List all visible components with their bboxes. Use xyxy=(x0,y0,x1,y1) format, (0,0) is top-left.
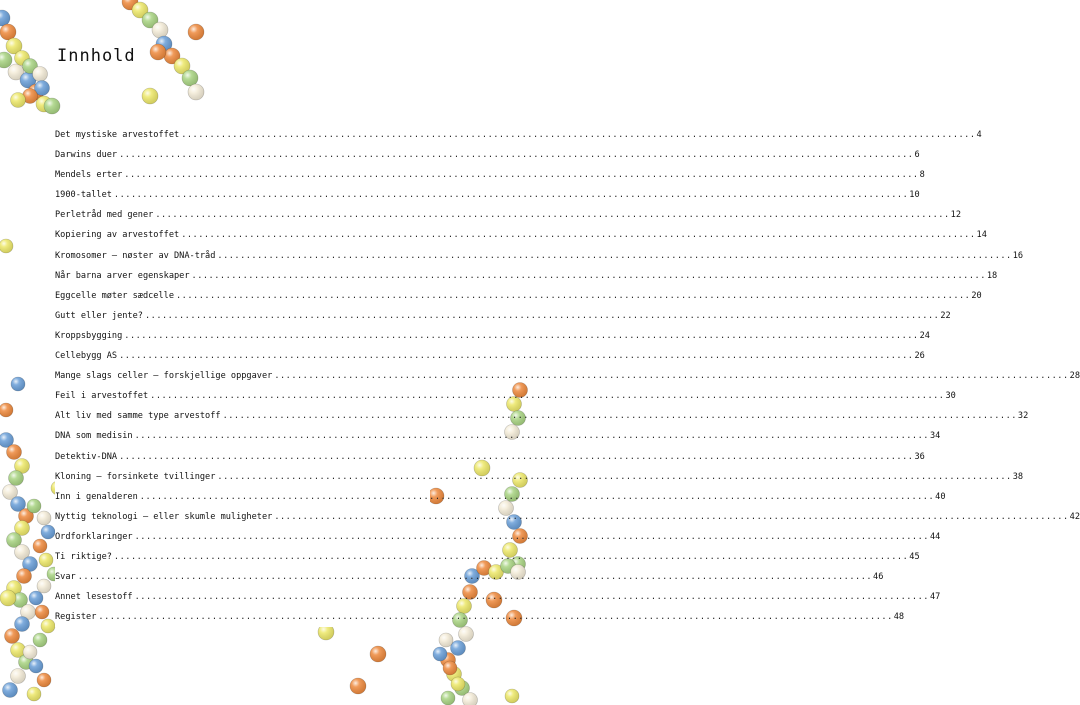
toc-entry xyxy=(55,266,998,286)
dot-leader: ............................................................................................................................................ xyxy=(124,170,919,181)
toc-entry-title: Nyttig teknologi – eller skumle muligheter xyxy=(55,507,274,527)
bead xyxy=(443,661,457,675)
bead xyxy=(33,67,48,82)
toc-entry-title: 1900-tallet xyxy=(55,185,114,205)
page-title: Innhold xyxy=(57,46,136,66)
toc-entry-page-number: 48 xyxy=(893,612,905,623)
dot-leader: ............................................................................................................................................ xyxy=(144,310,940,321)
toc-entry-page-number: 44 xyxy=(929,531,941,542)
bead xyxy=(0,403,13,417)
bead xyxy=(459,627,474,642)
dot-leader: ............................................................................................................................................ xyxy=(119,351,914,362)
bead xyxy=(0,590,16,606)
dot-leader: ............................................................................................................................................ xyxy=(134,531,929,542)
toc-entry-title: Ti riktige? xyxy=(55,547,114,567)
dot-leader: ............................................................................................................................................ xyxy=(113,551,909,562)
toc-entry-title: Feil i arvestoffet xyxy=(55,386,150,406)
bead xyxy=(11,377,25,391)
dot-leader: ............................................................................................................................................ xyxy=(98,612,893,623)
dot-leader: ............................................................................................................................................ xyxy=(119,150,914,161)
toc-entry-page-number: 30 xyxy=(945,391,956,402)
dot-leader: ............................................................................................................................................ xyxy=(139,491,935,502)
toc-entry-page-number: 24 xyxy=(919,330,930,341)
dot-leader: ............................................................................................................................................ xyxy=(217,471,1012,482)
toc-entry-page-number: 46 xyxy=(873,572,884,583)
bead xyxy=(152,22,168,38)
bead xyxy=(0,52,12,68)
toc-entry xyxy=(55,225,987,245)
toc-entry-title: Annet lesestoff xyxy=(55,587,135,607)
bead xyxy=(0,24,16,40)
toc-entry-page-number: 10 xyxy=(909,190,920,201)
bead xyxy=(35,605,49,619)
toc-entry-title: Perletråd med gener xyxy=(55,205,155,225)
bead xyxy=(29,591,43,605)
bead xyxy=(37,673,51,687)
toc-entry-title: Ordforklaringer xyxy=(55,527,135,547)
bead xyxy=(27,687,41,701)
toc-entry-title: Kopiering av arvestoffet xyxy=(55,225,181,245)
bead xyxy=(188,84,204,100)
dot-leader: ............................................................................................................................................ xyxy=(113,190,909,201)
toc-entry-title: Kromosomer – nøster av DNA-tråd xyxy=(55,246,217,266)
toc-entry-page-number: 14 xyxy=(976,230,987,241)
bead xyxy=(463,693,478,705)
dot-leader: ............................................................................................................................................ xyxy=(155,210,950,221)
bead xyxy=(3,683,18,698)
toc-entry-page-number: 12 xyxy=(950,210,962,221)
toc-entry-page-number: 28 xyxy=(1069,371,1080,382)
bead xyxy=(433,647,447,661)
bead xyxy=(37,511,51,525)
toc-entry-title: Det mystiske arvestoffet xyxy=(55,125,181,145)
toc-entry xyxy=(55,205,962,225)
toc-entry-page-number: 36 xyxy=(914,451,925,462)
toc-entry xyxy=(55,527,941,547)
bead xyxy=(37,579,51,593)
toc-entry-title: Cellebygg AS xyxy=(55,346,119,366)
toc-entry xyxy=(55,547,920,567)
toc-entry-page-number: 45 xyxy=(909,551,920,562)
toc-entry xyxy=(55,386,956,406)
toc-entry-title: Darwins duer xyxy=(55,145,119,165)
toc-entry-title: Mange slags celler – forskjellige oppgaver xyxy=(55,366,274,386)
bead xyxy=(44,98,60,114)
bead xyxy=(17,569,32,584)
dot-leader: ............................................................................................................................................ xyxy=(181,130,976,140)
bead xyxy=(9,471,24,486)
bead xyxy=(33,539,47,553)
dot-leader: ............................................................................................................................................ xyxy=(274,511,1069,522)
bead xyxy=(11,669,26,684)
bead xyxy=(27,499,41,513)
dot-leader: ............................................................................................................................................ xyxy=(119,451,914,462)
toc-entry xyxy=(55,185,920,205)
toc-entry-title: Gutt eller jente? xyxy=(55,306,145,326)
toc-entry xyxy=(55,567,884,587)
toc-entry xyxy=(55,447,925,467)
toc-entry xyxy=(55,467,1024,487)
toc-entry-page-number: 4 xyxy=(976,130,982,140)
toc-entry xyxy=(55,366,1080,386)
bead xyxy=(142,88,158,104)
toc-entry-page-number: 6 xyxy=(914,150,920,161)
bead xyxy=(188,24,204,40)
bead xyxy=(5,629,20,644)
dot-leader: ............................................................................................................................................ xyxy=(176,290,971,301)
bead xyxy=(370,646,386,662)
bead xyxy=(150,44,166,60)
bead xyxy=(182,70,198,86)
toc-entry xyxy=(55,607,905,627)
toc-entry xyxy=(55,487,946,507)
bead xyxy=(505,689,519,703)
dot-leader: ............................................................................................................................................ xyxy=(181,230,976,241)
bead xyxy=(23,645,37,659)
dot-leader: ............................................................................................................................................ xyxy=(124,330,919,341)
toc-entry xyxy=(55,286,982,306)
toc-entry-page-number: 20 xyxy=(971,290,982,301)
bead xyxy=(33,633,47,647)
bead xyxy=(41,525,55,539)
toc-entry-page-number: 34 xyxy=(929,431,941,442)
bead xyxy=(0,10,10,26)
toc-entry-page-number: 32 xyxy=(1017,411,1029,422)
toc-entry-page-number: 8 xyxy=(919,170,925,181)
dot-leader: ............................................................................................................................................ xyxy=(77,572,873,583)
toc-entry xyxy=(55,165,925,185)
bead xyxy=(11,93,26,108)
toc-entry-page-number: 16 xyxy=(1012,250,1024,261)
toc-entry xyxy=(55,306,951,326)
dot-leader: ............................................................................................................................................ xyxy=(191,270,986,281)
toc-entry xyxy=(55,145,920,165)
bead xyxy=(7,445,22,460)
dot-leader: ............................................................................................................................................ xyxy=(150,391,945,402)
toc-entry-title: Svar xyxy=(55,567,78,587)
toc-entry xyxy=(55,406,1029,426)
toc-entry-page-number: 40 xyxy=(935,491,946,502)
toc-entry-title: DNA som medisin xyxy=(55,426,135,446)
bead xyxy=(350,678,366,694)
bead xyxy=(0,239,13,253)
toc-entry-page-number: 26 xyxy=(914,351,925,362)
toc-entry-page-number: 18 xyxy=(986,270,998,281)
toc-entry xyxy=(55,426,941,446)
toc-entry xyxy=(55,125,982,145)
dot-leader: ............................................................................................................................................ xyxy=(217,250,1012,261)
bead xyxy=(41,619,55,633)
toc-entry-page-number: 22 xyxy=(940,310,951,321)
bead xyxy=(29,659,43,673)
toc-entry xyxy=(55,326,930,346)
toc-entry-title: Detektiv-DNA xyxy=(55,447,119,467)
dot-leader: ............................................................................................................................................ xyxy=(134,431,929,442)
toc-entry-title: Inn i genalderen xyxy=(55,487,140,507)
toc-entry-title: Mendels erter xyxy=(55,165,124,185)
dot-leader: ............................................................................................................................................ xyxy=(222,411,1017,422)
toc-entry xyxy=(55,246,1024,266)
bead xyxy=(39,553,53,567)
toc-entry-title: Alt liv med samme type arvestoff xyxy=(55,406,223,426)
toc-entry-title: Kroppsbygging xyxy=(55,326,124,346)
toc-entry xyxy=(55,346,925,366)
bead xyxy=(441,691,455,705)
table-of-contents xyxy=(55,125,1080,627)
toc-entry-title: Når barna arver egenskaper xyxy=(55,266,192,286)
dot-leader: ............................................................................................................................................ xyxy=(134,592,929,603)
bead xyxy=(451,677,465,691)
toc-entry-title: Kloning – forsinkete tvillinger xyxy=(55,467,217,487)
toc-entry-title: Eggcelle møter sædcelle xyxy=(55,286,176,306)
toc-entry-title: Register xyxy=(55,607,98,627)
toc-entry-page-number: 42 xyxy=(1069,511,1080,522)
dot-leader: ............................................................................................................................................ xyxy=(274,371,1069,382)
toc-entry-page-number: 47 xyxy=(929,592,941,603)
toc-entry xyxy=(55,587,941,607)
bead xyxy=(439,633,453,647)
toc-entry xyxy=(55,507,1080,527)
toc-entry-page-number: 38 xyxy=(1012,471,1024,482)
bead xyxy=(15,617,30,632)
